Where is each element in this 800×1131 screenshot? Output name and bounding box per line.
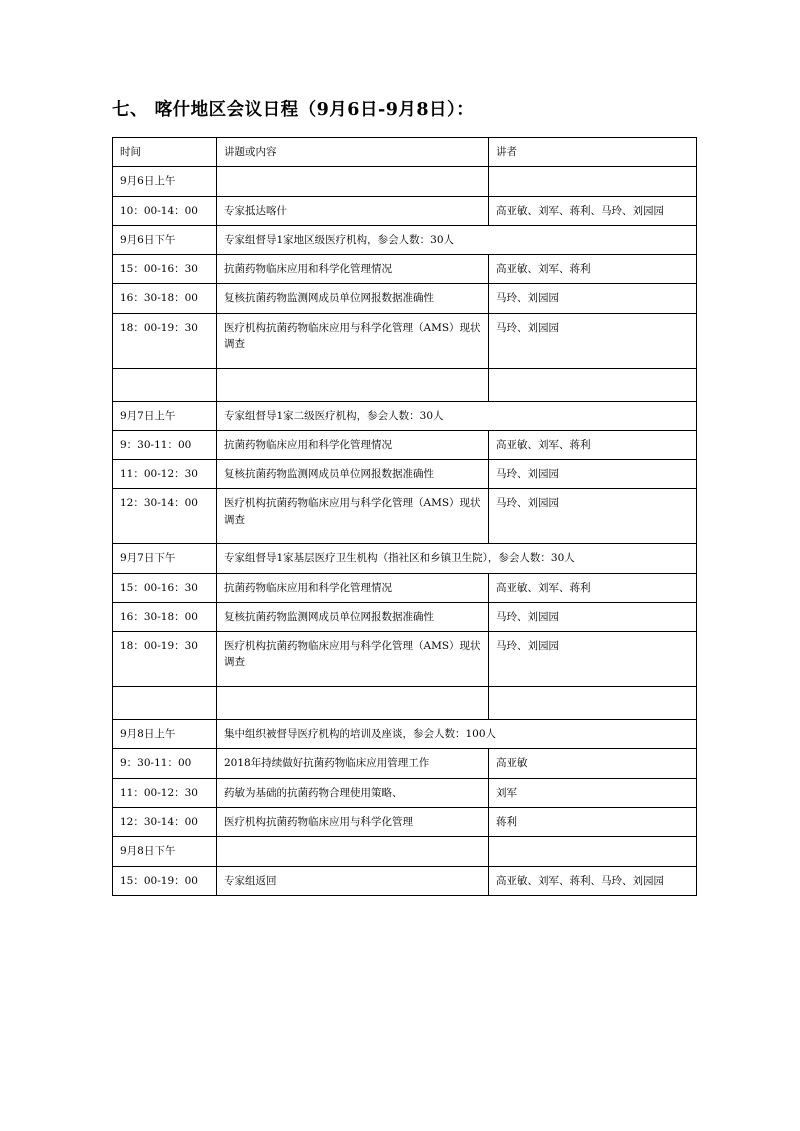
cell-speaker: 马玲、刘园园	[489, 284, 697, 313]
table-row	[113, 602, 697, 631]
cell-time: 12：30-14：00	[113, 489, 217, 544]
column-header-topic: 讲题或内容	[217, 138, 489, 167]
cell-topic: 专家组督导1家二级医疗机构，参会人数：30人	[217, 401, 697, 430]
cell-time: 9月8日上午	[113, 720, 217, 749]
cell-time	[113, 368, 217, 401]
cell-topic: 专家组返回	[217, 866, 489, 895]
table-row	[113, 430, 697, 459]
cell-time: 18：00-19：30	[113, 632, 217, 687]
cell-speaker: 高亚敏	[489, 749, 697, 778]
cell-time: 9月6日下午	[113, 225, 217, 254]
cell-speaker: 马玲、刘园园	[489, 460, 697, 489]
cell-speaker: 马玲、刘园园	[489, 313, 697, 368]
table-row-spacer	[113, 687, 697, 720]
cell-speaker: 高亚敏、刘军、蒋利、马玲、刘园园	[489, 866, 697, 895]
table-row	[113, 778, 697, 807]
cell-time: 9月7日下午	[113, 544, 217, 573]
cell-topic: 复核抗菌药物监测网成员单位网报数据准确性	[217, 284, 489, 313]
cell-speaker: 马玲、刘园园	[489, 602, 697, 631]
cell-time: 12：30-14：00	[113, 807, 217, 836]
cell-topic: 抗菌药物临床应用和科学化管理情况	[217, 255, 489, 284]
cell-topic: 药敏为基础的抗菌药物合理使用策略、	[217, 778, 489, 807]
cell-time: 11：00-12：30	[113, 460, 217, 489]
cell-time: 16：30-18：00	[113, 284, 217, 313]
table-header-row	[113, 138, 697, 167]
table-row	[113, 837, 697, 866]
cell-speaker: 高亚敏、刘军、蒋利	[489, 255, 697, 284]
cell-time: 10：00-14：00	[113, 196, 217, 225]
schedule-table	[112, 137, 697, 896]
table-row	[113, 807, 697, 836]
cell-speaker: 高亚敏、刘军、蒋利、马玲、刘园园	[489, 196, 697, 225]
cell-topic: 集中组织被督导医疗机构的培训及座谈，参会人数：100人	[217, 720, 697, 749]
cell-speaker: 高亚敏、刘军、蒋利	[489, 430, 697, 459]
cell-topic: 医疗机构抗菌药物临床应用与科学化管理	[217, 807, 489, 836]
cell-time: 16：30-18：00	[113, 602, 217, 631]
table-row	[113, 401, 697, 430]
cell-time: 9月6日上午	[113, 167, 217, 196]
cell-time: 9：30-11：00	[113, 749, 217, 778]
cell-topic: 专家组督导1家地区级医疗机构，参会人数：30人	[217, 225, 697, 254]
cell-speaker: 蒋利	[489, 807, 697, 836]
cell-time: 11：00-12：30	[113, 778, 217, 807]
cell-speaker	[489, 687, 697, 720]
table-row	[113, 720, 697, 749]
cell-topic: 医疗机构抗菌药物临床应用与科学化管理（AMS）现状调查	[217, 632, 489, 687]
table-row	[113, 167, 697, 196]
schedule-table-body	[113, 138, 697, 896]
table-row	[113, 284, 697, 313]
cell-speaker	[489, 837, 697, 866]
cell-time: 9月8日下午	[113, 837, 217, 866]
cell-time: 15：00-19：00	[113, 866, 217, 895]
cell-topic	[217, 368, 489, 401]
table-row	[113, 255, 697, 284]
table-row	[113, 632, 697, 687]
cell-topic: 专家抵达喀什	[217, 196, 489, 225]
cell-topic: 2018年持续做好抗菌药物临床应用管理工作	[217, 749, 489, 778]
table-row	[113, 196, 697, 225]
cell-topic	[217, 837, 489, 866]
table-row	[113, 489, 697, 544]
cell-topic	[217, 687, 489, 720]
cell-speaker: 刘军	[489, 778, 697, 807]
cell-topic: 复核抗菌药物监测网成员单位网报数据准确性	[217, 602, 489, 631]
cell-topic: 医疗机构抗菌药物临床应用与科学化管理（AMS）现状调查	[217, 313, 489, 368]
page-title: 七、 喀什地区会议日程（9月6日-9月8日）：	[112, 100, 475, 120]
cell-speaker	[489, 167, 697, 196]
table-row	[113, 866, 697, 895]
table-row-spacer	[113, 368, 697, 401]
table-row	[113, 313, 697, 368]
table-row	[113, 573, 697, 602]
column-header-speaker: 讲者	[489, 138, 697, 167]
cell-topic: 医疗机构抗菌药物临床应用与科学化管理（AMS）现状调查	[217, 489, 489, 544]
table-row	[113, 225, 697, 254]
cell-topic	[217, 167, 489, 196]
cell-topic: 专家组督导1家基层医疗卫生机构（指社区和乡镇卫生院），参会人数：30人	[217, 544, 697, 573]
cell-time: 15：00-16：30	[113, 255, 217, 284]
cell-speaker	[489, 368, 697, 401]
cell-topic: 抗菌药物临床应用和科学化管理情况	[217, 573, 489, 602]
cell-time	[113, 687, 217, 720]
cell-time: 9：30-11：00	[113, 430, 217, 459]
cell-time: 18：00-19：30	[113, 313, 217, 368]
cell-time: 15：00-16：30	[113, 573, 217, 602]
column-header-time: 时间	[113, 138, 217, 167]
cell-topic: 抗菌药物临床应用和科学化管理情况	[217, 430, 489, 459]
cell-topic: 复核抗菌药物监测网成员单位网报数据准确性	[217, 460, 489, 489]
table-row	[113, 749, 697, 778]
table-row	[113, 544, 697, 573]
cell-speaker: 马玲、刘园园	[489, 632, 697, 687]
table-row	[113, 460, 697, 489]
cell-time: 9月7日上午	[113, 401, 217, 430]
cell-speaker: 马玲、刘园园	[489, 489, 697, 544]
cell-speaker: 高亚敏、刘军、蒋利	[489, 573, 697, 602]
